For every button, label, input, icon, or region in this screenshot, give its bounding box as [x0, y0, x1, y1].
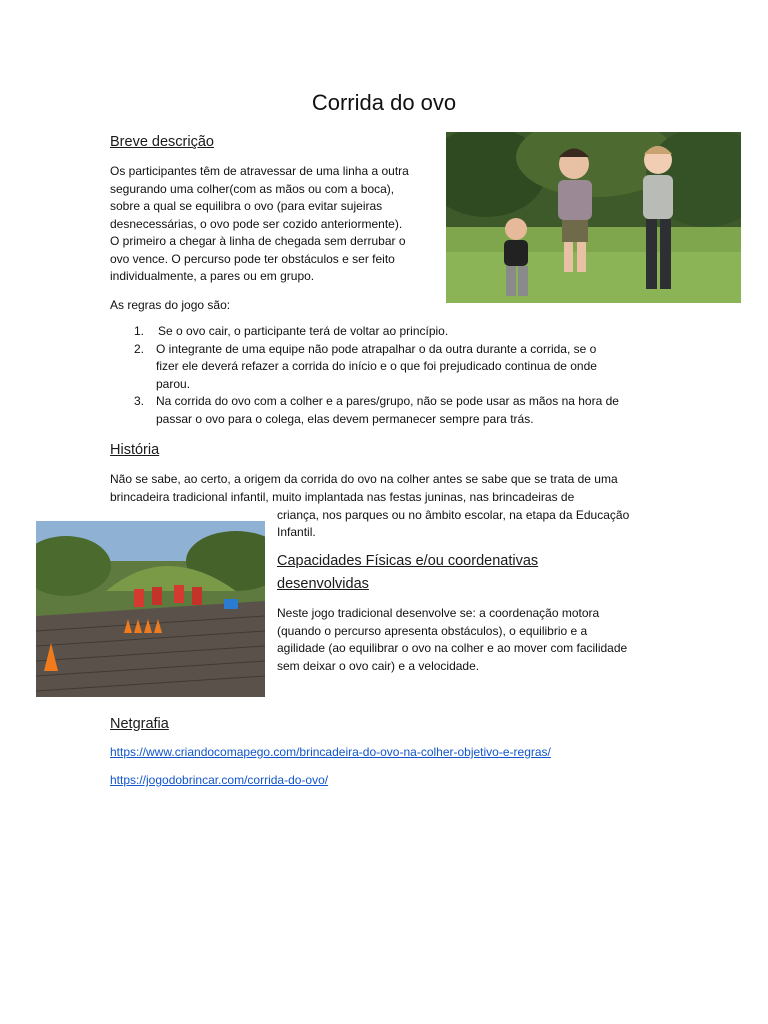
text-line: ovo vence. O percurso pode ter obstáculos e ser feito: [110, 251, 395, 266]
rules-list: [110, 323, 670, 428]
list-item: [110, 393, 670, 428]
text-line: (quando o percurso apresenta obstáculos), o equilibrio e a: [277, 623, 588, 638]
list-item-text: Se o ovo cair, o participante terá de voltar ao princípio.: [158, 324, 449, 338]
list-number: 2.: [134, 341, 145, 356]
list-item-text: Na corrida do ovo com a colher e a pares/grupo, não se pode usar as mãos na hora de: [156, 394, 619, 408]
rules-intro: As regras do jogo são:: [110, 298, 231, 312]
historia-line: Infantil.: [277, 525, 316, 539]
text-line: O primeiro a chegar à linha de chegada sem derrubar o: [110, 234, 406, 248]
heading-capacidades-line2: desenvolvidas: [277, 576, 369, 592]
breve-descricao-paragraph: [110, 163, 440, 286]
heading-historia: História: [110, 442, 160, 458]
list-item-text: O integrante de uma equipe não pode atrapalhar o da outra durante a corrida, se o: [156, 341, 597, 356]
list-item: [110, 341, 670, 394]
list-item-text: parou.: [156, 376, 191, 391]
list-item-text: passar o ovo para o colega, elas devem permanecer sempre para trás.: [156, 411, 534, 426]
historia-line: criança, nos parques ou no âmbito escolar, na etapa da Educação: [277, 508, 630, 522]
text-line: Neste jogo tradicional desenvolve se: a coordenação motora: [277, 606, 600, 620]
text-line: segurando uma colher(com as mãos ou com a boca),: [110, 181, 395, 196]
photo-children-running: [446, 132, 741, 303]
list-number: 3.: [134, 394, 145, 408]
text-line: individualmente, a pares ou em grupo.: [110, 269, 315, 283]
historia-line: Não se sabe, ao certo, a origem da corrida do ovo na colher antes se sabe que se trata de uma: [110, 472, 618, 486]
heading-netgrafia: Netgrafia: [110, 716, 169, 732]
link-criandocomapego[interactable]: https://www.criandocomapego.com/brincadeira-do-ovo-na-colher-objetivo-e-regras/: [110, 745, 551, 759]
heading-breve-descricao: Breve descrição: [110, 134, 214, 150]
text-line: Os participantes têm de atravessar de uma linha a outra: [110, 164, 409, 178]
list-number: 1.: [134, 324, 145, 338]
text-line: sem deixar o ovo cair) e a velocidade.: [277, 658, 480, 673]
link-jogodobrincar[interactable]: https://jogodobrincar.com/corrida-do-ovo/: [110, 773, 329, 787]
text-line: sobre a qual se equilibra o ovo (para evitar sujeiras: [110, 199, 383, 213]
list-item: [110, 323, 670, 341]
photo-cone-course: [36, 521, 265, 697]
text-line: desnecessárias, o ovo pode ser cozido anteriormente).: [110, 216, 403, 231]
text-line: agilidade (ao equilibrar o ovo na colher e ao mover com facilidade: [277, 641, 628, 655]
heading-capacidades-line1: Capacidades Físicas e/ou coordenativas: [277, 553, 539, 569]
list-item-text: fizer ele deverá refazer a corrida do início e o que foi prejudicado continua de onde: [156, 359, 597, 373]
page-title: Corrida do ovo: [311, 90, 457, 115]
historia-line: brincadeira tradicional infantil, muito implantada nas festas juninas, nas brincadeiras de: [110, 490, 575, 504]
capacidades-paragraph: [277, 605, 677, 675]
